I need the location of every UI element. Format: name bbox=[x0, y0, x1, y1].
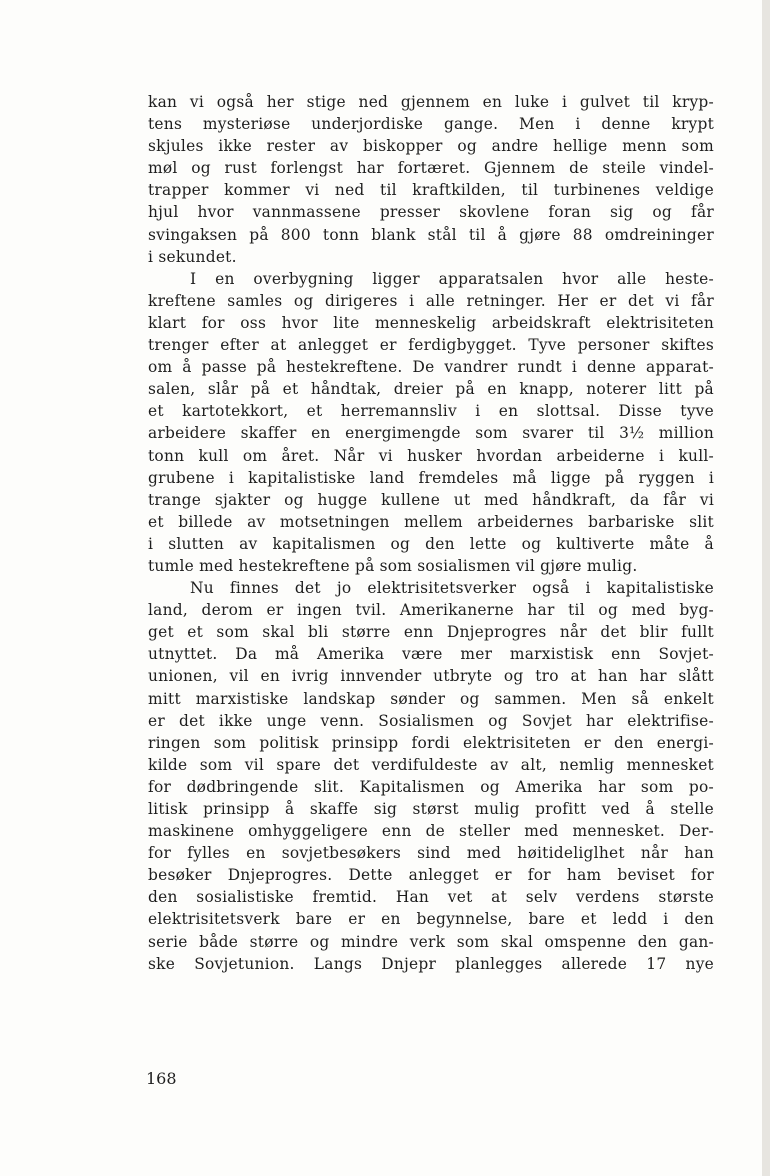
text-line: den sosialistiske fremtid. Han vet at selv verdens største bbox=[148, 888, 714, 907]
text-line: ringen som politisk prinsipp fordi elektrisiteten er den energi- bbox=[148, 733, 714, 752]
text-line: tens mysteriøse underjordiske gange. Men i denne krypt bbox=[148, 115, 714, 134]
text-line: kan vi også her stige ned gjennem en luke i gulvet til kryp- bbox=[148, 93, 714, 111]
text-line: hjul hvor vannmassene presser skovlene foran sig og får bbox=[148, 203, 714, 222]
text-line: kilde som vil spare det verdifuldeste av alt, nemlig mennesket bbox=[148, 755, 714, 774]
text-line: klart for oss hvor lite menneskelig arbeidskraft elektrisiteten bbox=[148, 313, 714, 332]
text-line: svingaksen på 800 tonn blank stål til å gjøre 88 omdreininger bbox=[148, 225, 714, 244]
text-line: trapper kommer vi ned til kraftkilden, til turbinenes veldige bbox=[148, 181, 714, 200]
text-line: i sekundet. bbox=[148, 247, 237, 266]
text-line: maskinene omhyggeligere enn de steller med mennesket. Der- bbox=[148, 822, 714, 841]
text-line: skjules ikke rester av biskopper og andre hellige menn som bbox=[148, 137, 714, 156]
text-line: Nu finnes det jo elektrisitetsverker også i kapitalistiske bbox=[190, 579, 714, 598]
text-line: et billede av motsetningen mellem arbeidernes barbariske slit bbox=[148, 512, 714, 531]
text-line: get et som skal bli større enn Dnjeprogres når det blir fullt bbox=[148, 623, 714, 642]
text-line: et kartotekkort, et herremannsliv i en slottsal. Disse tyve bbox=[148, 402, 714, 421]
text-line: for dødbringende slit. Kapitalismen og Amerika har som po- bbox=[148, 777, 714, 796]
text-line: trenger efter at anlegget er ferdigbygget. Tyve personer skiftes bbox=[148, 336, 714, 355]
text-line: salen, slår på et håndtak, dreier på en knapp, noterer litt på bbox=[148, 380, 714, 399]
text-line: tumle med hestekreftene på som sosialismen vil gjøre mulig. bbox=[148, 556, 638, 575]
text-line: unionen, vil en ivrig innvender utbryte og tro at han har slått bbox=[148, 667, 714, 686]
text-line: litisk prinsipp å skaffe sig størst mulig profitt ved å stelle bbox=[148, 800, 714, 818]
text-line: i slutten av kapitalismen og den lette og kultiverte måte å bbox=[148, 534, 714, 553]
text-line: ske Sovjetunion. Langs Dnjepr planlegges allerede 17 nye bbox=[148, 954, 714, 973]
text-line: land, derom er ingen tvil. Amerikanerne har til og med byg- bbox=[148, 601, 714, 620]
text-line: mitt marxistiske landskap sønder og sammen. Men så enkelt bbox=[148, 689, 714, 708]
text-line: tonn kull om året. Når vi husker hvordan arbeiderne i kull- bbox=[148, 446, 714, 465]
text-line: I en overbygning ligger apparatsalen hvor alle heste- bbox=[190, 269, 714, 288]
text-line: elektrisitetsverk bare er en begynnelse, bare et ledd i den bbox=[148, 910, 714, 929]
text-line: besøker Dnjeprogres. Dette anlegget er for ham beviset for bbox=[148, 866, 714, 885]
text-line: serie både større og mindre verk som skal omspenne den gan- bbox=[148, 932, 714, 951]
text-line: for fylles en sovjetbesøkers sind med høitideliglhet når han bbox=[148, 844, 714, 863]
text-line: om å passe på hestekreftene. De vandrer rundt i denne apparat- bbox=[148, 358, 714, 377]
text-line: kreftene samles og dirigeres i alle retninger. Her er det vi får bbox=[148, 291, 714, 310]
page-number: 168 bbox=[146, 1069, 177, 1088]
text-line: grubene i kapitalistiske land fremdeles må ligge på ryggen i bbox=[148, 468, 714, 487]
text-line: utnyttet. Da må Amerika være mer marxistisk enn Sovjet- bbox=[148, 645, 714, 664]
text-line: er det ikke unge venn. Sosialismen og Sovjet har elektrifise- bbox=[148, 711, 714, 730]
text-line: møl og rust forlengst har fortæret. Gjennem de steile vindel- bbox=[148, 159, 714, 178]
text-line: trange sjakter og hugge kullene ut med håndkraft, da får vi bbox=[148, 490, 714, 509]
text-line: arbeidere skaffer en energimengde som svarer til 3½ million bbox=[148, 424, 714, 443]
body-text bbox=[148, 91, 714, 975]
